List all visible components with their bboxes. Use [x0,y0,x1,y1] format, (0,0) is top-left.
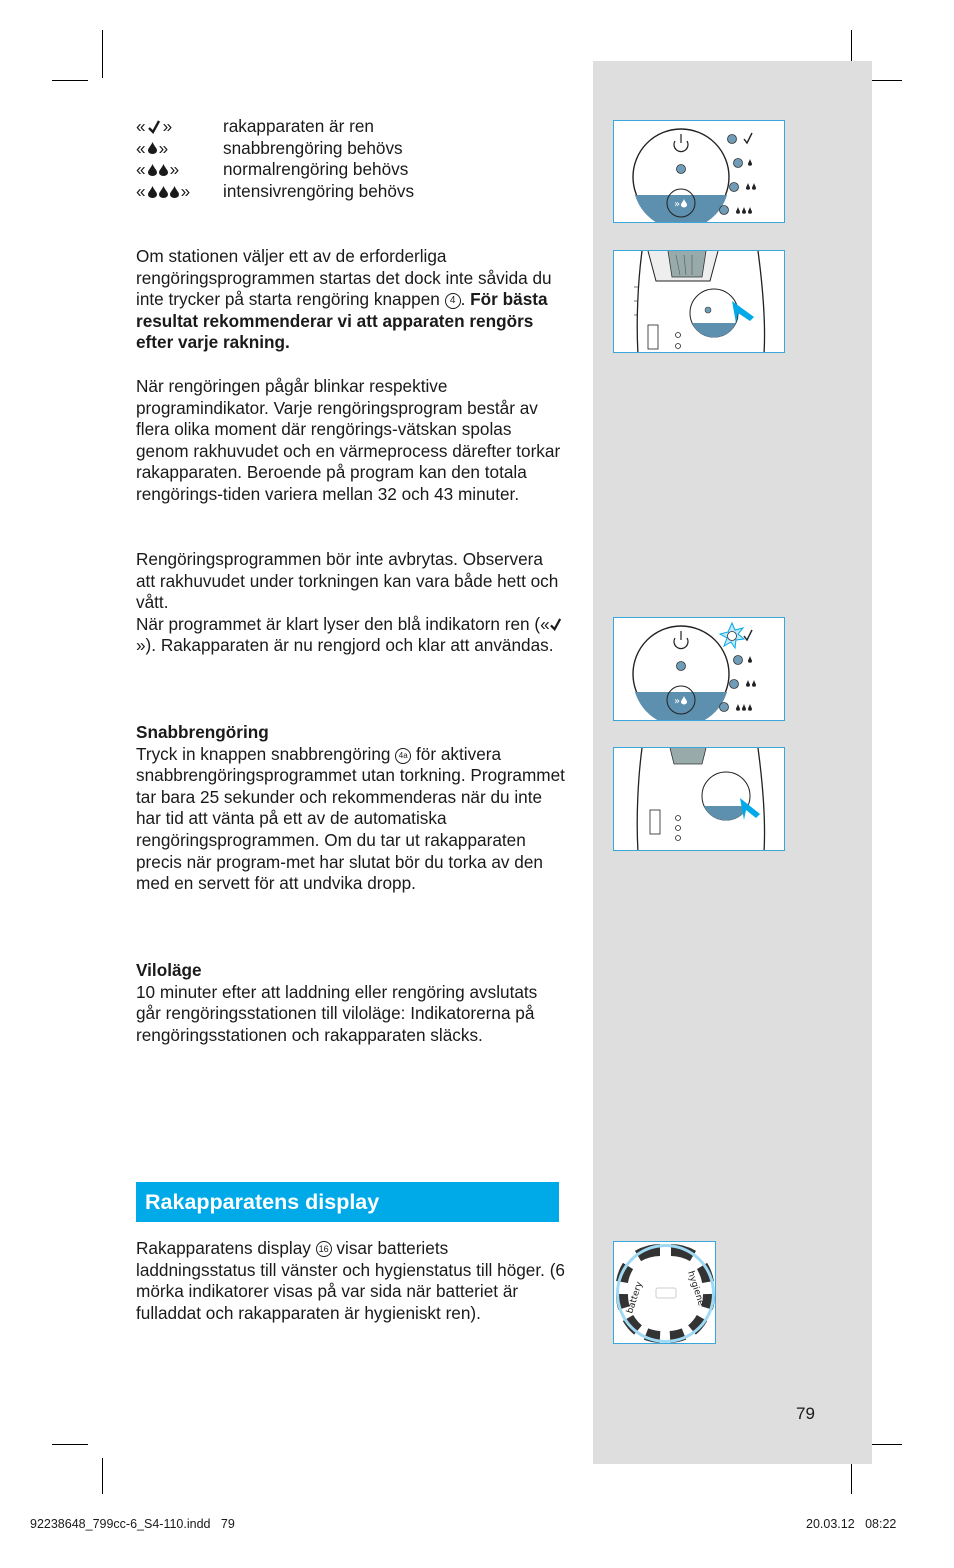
legend-text: normalrengöring behövs [223,159,409,180]
drop-icon [159,186,168,198]
figure-shaver-display [613,1241,716,1344]
section-quick-clean: Snabbrengöring Tryck in knappen snabbrengöring 4a för aktivera snabbrengöringsprogrammet utan torkning. Programmet tar bara 25 sekunder och rekommenderas när du inte har tid att vänta på ett av de automatiska rengöringsprogrammen. Om du tar ut rakapparaten precis när program-met har slutat bör du torka av den med en servett för att undvika dropp. [136,722,565,894]
check-icon [550,618,562,631]
drop-icon [170,186,179,198]
heading-sleep-mode: Viloläge [136,960,202,980]
display-label-battery: battery [625,1280,646,1315]
reference-number: 4 [445,293,461,309]
section-title: Rakapparatens display [145,1190,380,1214]
crop-mark [102,1458,103,1494]
check-icon [148,120,161,134]
drop-icon [148,164,157,176]
drop-icon [148,142,157,154]
figure-control-panel [613,120,785,223]
footer-file-info: 92238648_799cc-6_S4-110.indd 79 [30,1517,235,1531]
paragraph-program-start: Om stationen väljer ett av de erforderliga rengöringsprogrammen startas det dock inte såvida du inte trycker på starta rengöring knappen 4 . För bästa resultat rekommenderar vi att apparaten rengörs efter varje rakning. [136,246,552,353]
heading-quick-clean: Snabbrengöring [136,722,269,742]
legend-text: snabbrengöring behövs [223,137,403,158]
section-sleep-mode: Viloläge 10 minuter efter att laddning eller rengöring avslutats går rengöringsstationen till viloläge: Indikatorerna på rengöringsstationen och rakapparaten släcks. [136,960,566,1046]
drop-icon [159,164,168,176]
legend-text: rakapparaten är ren [223,116,374,136]
svg-text:»: » [674,199,681,210]
page-number: 79 [796,1404,815,1423]
legend-text: intensivrengöring behövs [223,180,415,201]
crop-mark [52,1444,88,1445]
crop-mark [102,30,103,78]
svg-text:»: » [674,696,681,707]
drop-icon [148,186,157,198]
section-header [136,1182,559,1222]
figure-control-panel-clean [613,617,785,721]
footer-date: 20.03.12 08:22 [806,1517,897,1531]
reference-number: 4a [395,748,411,764]
crop-mark [52,80,88,81]
figure-station-quick-clean [613,747,785,851]
display-label-hygiene: hygiene [685,1269,706,1308]
paragraph-display: Rakapparatens display 16 visar batteriets laddningsstatus till vänster och hygienstatus till höger. (6 mörka indikatorer visas på var sida när batteriet är fulladdat och rakapparaten är hygieniskt ren). [136,1238,565,1323]
reference-number: 16 [316,1241,332,1257]
paragraph-cleaning-process: När rengöringen pågår blinkar respektive programindikator. Varje rengöringsprogram består av flera olika moment där rengörings-vätskan spolas genom rakhuvudet och en värmeprocess därefter torkar rakapparaten. Beroende på program kan den totala rengörings-tiden variera mellan 32 och 43 minuter. [136,376,561,504]
paragraph-finished: Rengöringsprogrammen bör inte avbrytas. Observera att rakhuvudet under torkningen kan vara både hett och vått. När programmet är klart lyser den blå indikatorn ren («»). Rakapparaten är nu rengjord och klar att användas. [136,549,566,657]
figure-station-start [613,250,785,353]
